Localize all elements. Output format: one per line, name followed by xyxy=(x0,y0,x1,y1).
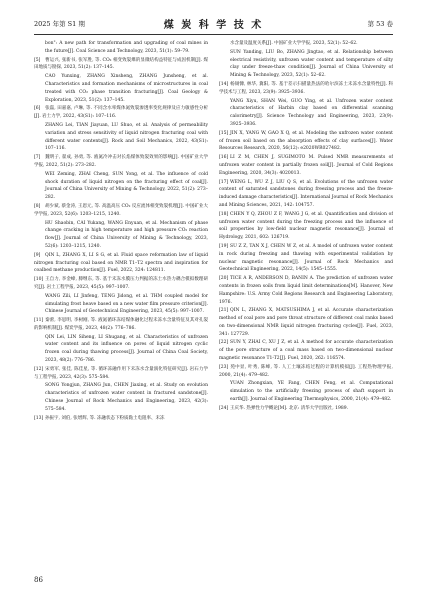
reference-text: 张磊, 田嘉嘉, 卢琳, 等. 不同含水率煤体氮致裂渗透率变化规律及应力敏感性分析[J]. 岩土力学, 2022, 43(S1): 107–116. xyxy=(34,106,208,120)
reference-entry xyxy=(34,382,208,413)
reference-number: [16] xyxy=(219,155,229,161)
reference-number: [12] xyxy=(34,366,44,372)
reference-number: [10] xyxy=(34,277,44,283)
reference-entry xyxy=(34,220,208,251)
reference-number: [15] xyxy=(219,130,229,136)
reference-text: LI Z M, CHEN J, SUGIMOTO M. Pulsed NMR measurements of unfrozen water content in partially frozen soil[J]. Journal of Cold Regions Engineering, 2020, 34(3): 4020013. xyxy=(219,155,393,176)
reference-text: 宋勇军, 张佳, 陈佳星, 等. 循环冻融作用下未冻水含量演化特征研究[J]. 岩石力学与工程学报, 2023, 42(3): 575–584. xyxy=(34,366,208,380)
reference-entry xyxy=(34,293,208,316)
reference-entry xyxy=(34,366,208,382)
reference-text: SONG Yongjun, ZHANG Jun, CHEN Jiaxing, et al. Study on evolution characteristics of unfrozen water content in fractured sandstone[J]. Chinese Journal of Rock Mechanics and Engineering, 2023, 42(3): 575–584. xyxy=(45,383,208,412)
reference-entry xyxy=(219,275,393,306)
reference-entry xyxy=(219,130,393,153)
reference-text: QIN Lei, LIN Siheng, LI Shugang, et al. Characteristics of unfrozen water content and its influence on pores of liquid nitrogen cyclic frozen coal during thawing process[J]. Journal of China Coal Society, 2023, 48(2): 776–786. xyxy=(45,334,208,364)
reference-text: 水含量及温度关系[J]. 中国矿业大学学报, 2023, 52(1): 52–62. xyxy=(230,41,358,46)
reference-number: [5] xyxy=(34,57,41,63)
reference-entry xyxy=(34,317,208,333)
reference-entry xyxy=(219,243,393,274)
reference-entry xyxy=(219,364,393,380)
reference-text: HU Shaobin, CAI Yukang, WANG Enyuan, et al. Mechanism of phase change cracking in high temperature and high pressure CO₂ reaction flow[J]. Journal of China University of Mining & Technology, 2023, 52(6): 1203–1215, 1240. xyxy=(45,220,208,249)
reference-text: 秦蕾, 李思明, 李树刚, 等. 液氮循环冻结煤体融化过程未冻水含量特征及其对孔裂的影响机制[J]. 煤炭学报, 2023, 48(2): 776–786. xyxy=(34,318,208,331)
reference-entry xyxy=(34,154,208,170)
reference-number: [7] xyxy=(34,155,41,161)
reference-text: YANG Xiyu, SHAN Wei, GUO Ying, et al. Unfrozen water content characteristics of Harbin clay based on differential scanning calorimetry[J]. Science Technology and Engineering, 2023, 23(9): 3925–3936. xyxy=(230,98,393,127)
reference-number: [17] xyxy=(219,179,229,185)
reference-text: 孙振宇, 刘伯, 张增辉, 等. 冻融状态下粉质黏土电阻率、未冻 xyxy=(45,415,165,421)
reference-number: [23] xyxy=(219,364,229,370)
reference-entry xyxy=(219,405,393,413)
volume-label: 第 53 卷 xyxy=(367,20,393,28)
reference-entry xyxy=(34,334,208,365)
reference-text: YUAN Zhongxian, YE Fang, CHEN Feng, et al. Computational simulation to the artificially freezing process of shaft support in earth[J]. Journal of Engineering Thermophysics, 2000, 21(4): 479–482. xyxy=(230,381,393,403)
reference-number: [6] xyxy=(34,106,41,112)
reference-text: QIN L, ZHANG X, MATSUSHIMA J, et al. Accurate characterization method of coal pore and pore throat structure of different coal ranks based on two-dimensional NMR liquid nitrogen fracturing cycles[J]. Fuel, 2023, 341: 127729. xyxy=(219,308,393,337)
reference-number: [8] xyxy=(34,203,41,209)
reference-entry xyxy=(219,154,393,177)
reference-entry xyxy=(34,40,208,56)
reference-entry xyxy=(34,276,208,292)
reference-text: CAO Yunxing, ZHANG Xinsheng, ZHANG Junsheng, et al. Characteristics and formation mechanisms of microstructures in coal treated with CO₂ phase transition fracturing[J]. Coal Geology & Exploration, 2023, 51(2): 137–145. xyxy=(45,74,208,103)
reference-text: SUN Yanding, LIU Bo, ZHANG Jingtao, et al. Relationship between electrical resistivity, unfrozen water content and temperature of silty clay under freeze-thaw condition[J]. Journal of China University of Mining & Technology, 2023, 52(1): 52–62. xyxy=(230,49,393,79)
reference-text: 胡少斌, 蔡金涛, 王恩元, 等. 高温高压 CO₂ 反应流体相变致裂机理[J]. 中国矿业大学学报, 2023, 52(6): 1203–1215, 1240. xyxy=(34,203,208,217)
reference-entry xyxy=(34,105,208,121)
reference-number: [22] xyxy=(219,340,229,346)
reference-text: bon": A new path for transformation and upgrading of coal mines in the future[J]. Coal Science and Technology, 2023, 51(1): 59–79. xyxy=(45,41,208,54)
reference-text: 王自力, 李金峰, 滕继东, 等. 基于未冻水膜压力判据的冻土水热力耦合模拟数理研究[J]. 岩土工程学报, 2023, 45(5): 997–1007. xyxy=(34,277,208,290)
reference-entry xyxy=(219,339,393,362)
references-body xyxy=(34,40,393,565)
reference-entry xyxy=(219,40,393,48)
reference-number: [14] xyxy=(219,81,229,87)
reference-text: SUN Y, ZHAI C, XU J Z, et al. A method for accurate characterization of the pore structure of a coal mass based on two-dimensional nuclear magnetic resonance T1-T2[J]. Fuel, 2020, 262: 116574. xyxy=(219,340,393,362)
page-number: 86 xyxy=(34,576,43,584)
reference-number: [13] xyxy=(34,415,44,421)
references-left-column xyxy=(34,40,208,565)
reference-text: CHEN Y Q, ZHOU Z F, WANG J G, et al. Quantification and division of unfrozen water content during the freezing process and the influence of soil properties by low-field nuclear magnetic resonance[J]. Journal of Hydrology, 2021, 602: 126719. xyxy=(219,211,393,241)
reference-text: ZHANG Lei, TIAN Jiayuan, LU Shuo, et al. Analysis of permeability variation and stress sensitivity of liquid nitrogen fracturing coal with different water contents[J]. Rock and Soil Mechanics, 2022, 43(S1): 107–116. xyxy=(45,122,208,152)
reference-text: WENG L, WU Z J, LIU Q S, et al. Evolutions of the unfrozen water content of saturated sandstones during freezing process and the freeze-induced damage characteristics[J]. International Journal of Rock Mechanics and Mining Sciences, 2021, 142: 104757. xyxy=(219,179,393,208)
reference-entry xyxy=(34,252,208,275)
reference-text: 苑中显, 叶秀, 陈峰, 等. 人工土壤冻结过程的计算机模拟[J]. 工程热物理学报, 2000, 21(4): 479–482. xyxy=(219,364,393,378)
journal-title: 煤 炭 科 学 技 术 xyxy=(163,20,264,31)
issue-label: 2025 年第 S1 期 xyxy=(34,20,85,28)
reference-entry xyxy=(34,203,208,219)
reference-text: WEI Zeming, ZHAI Cheng, SUN Yong, et al. The influence of cold shock duration of liquid nitrogen on the fracturing effect of coal[J]. Journal of China University of Mining & Technology, 2022, 51(2): 273–282. xyxy=(45,171,208,201)
reference-number: [21] xyxy=(219,308,229,314)
reference-entry xyxy=(219,49,393,80)
reference-text: JIN X, YANG W, GAO X Q, et al. Modeling the unfrozen water content of frozen soil based on the absorption effects of clay surfaces[J]. Water Resources Research, 2020, 56(12): e2020WR027482. xyxy=(219,130,393,152)
reference-text: 魏明子, 翟成, 孙勇, 等. 液氮冷冲击对长焰煤体致裂效果的影响[J]. 中国矿业大学学报, 2022, 51(2): 273–282. xyxy=(34,155,208,168)
reference-number: [20] xyxy=(219,276,229,282)
reference-number: [19] xyxy=(219,243,229,249)
reference-text: SU Z Z, TAN X J, CHEN W Z, et al. A model of unfrozen water content in rock during freezing and thawing with experimental validation by nuclear magnetic resonance[J]. Journal of Rock Mechanics and Geotechnical Engineering, 2022, 14(5): 1545–1555. xyxy=(219,243,393,273)
reference-number: [18] xyxy=(219,211,229,217)
running-header xyxy=(34,14,393,35)
reference-entry xyxy=(34,73,208,104)
references-right-column xyxy=(219,40,393,565)
reference-text: WANG Zili, LI Jinfeng, TENG Jidong, et al. THM coupled model for simulating frost heave based on a new water film pressure criterion[J]. Chinese Journal of Geotechnical Engineering, 2023, 45(5): 997–1007. xyxy=(45,293,208,315)
reference-entry xyxy=(34,415,208,423)
reference-entry xyxy=(219,81,393,97)
reference-entry xyxy=(34,57,208,73)
reference-entry xyxy=(34,122,208,153)
reference-entry xyxy=(219,98,393,129)
reference-entry xyxy=(219,211,393,242)
reference-number: [9] xyxy=(34,252,41,258)
reference-entry xyxy=(219,307,393,338)
reference-entry xyxy=(219,179,393,210)
reference-text: 杨锡慷, 林华, 冀阳, 等. 基于差示扫描量热法的哈尔滨冻土未冻水含量特性[J]. 科学技术与工程, 2023, 23(9): 3925–3936. xyxy=(219,81,393,95)
reference-text: TICE A R, ANDERSON D, BANIN A. The prediction of unfrozen water contents in frozen soils from liquid limit determinations[M]. Hanover, New Hampshire: U.S. Army Cold Regions Research and Engineering Laboratory, 1976. xyxy=(219,276,393,305)
reference-text: 曹运兴, 张新书, 张军胜, 等. CO₂ 相变致裂爆的显微结构益特征与成因机制[J]. 煤田地质与勘探, 2023, 51(2): 137–145. xyxy=(34,57,208,71)
reference-entry xyxy=(34,171,208,202)
reference-number: [11] xyxy=(34,318,44,324)
reference-entry xyxy=(219,380,393,403)
reference-text: QIN L, ZHANG X, LI S G, et al. Fluid space reformation law of liquid nitrogen fracturing coal based on NMR T1–T2 spectra and inspiration for coalbed methane production[J]. Fuel, 2022, 324: 124811. xyxy=(34,252,208,274)
reference-text: 王庆华. 热弹性力学概论[M]. 北京: 清华大学出版社, 1989. xyxy=(230,405,349,411)
reference-number: [24] xyxy=(219,405,229,411)
